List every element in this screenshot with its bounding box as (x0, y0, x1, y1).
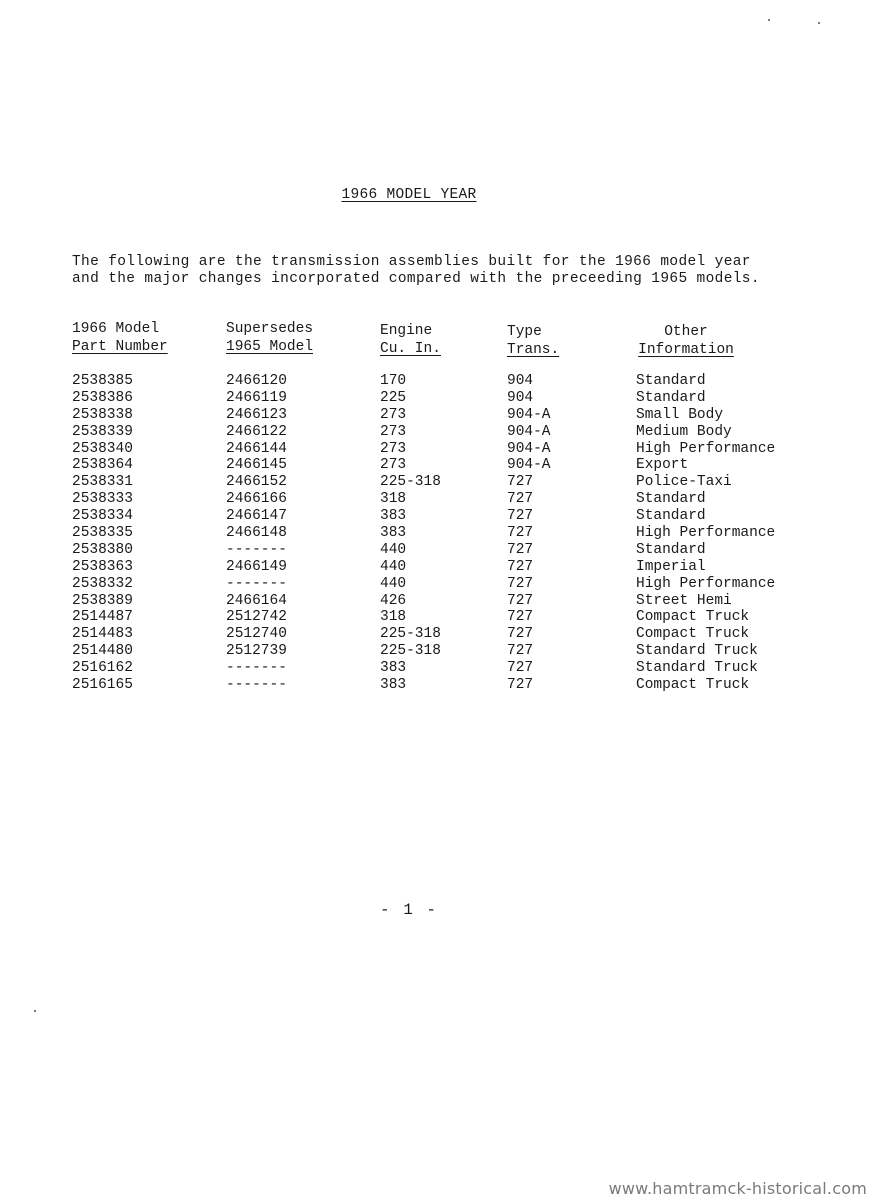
supersedes-cell: 2466120 (226, 373, 287, 389)
trans-type-cell: 904-A (507, 423, 551, 440)
information-cell: Export (636, 457, 689, 474)
trans-type-cell: 727 (507, 677, 534, 694)
intro-line: and the major changes incorporated compared with the preceeding 1965 models. (72, 271, 760, 287)
page-number: - 1 - (379, 901, 438, 919)
information-cell: Standard (636, 373, 706, 389)
information-cell: Compact Truck (636, 609, 750, 626)
table-row (0, 626, 871, 643)
supersedes-cell: 2512740 (226, 626, 287, 643)
table-row (0, 390, 871, 407)
engine-cell: 225-318 (380, 643, 441, 660)
supersedes-cell: 2466144 (226, 440, 287, 457)
table-row (0, 373, 871, 390)
engine-cell: 318 (380, 609, 407, 626)
supersedes-cell: ------- (226, 575, 287, 592)
table-row (0, 643, 871, 660)
supersedes-cell: ------- (226, 677, 287, 694)
table-row (0, 525, 871, 542)
engine-cell: 273 (380, 406, 407, 423)
trans-type-cell: 727 (507, 660, 534, 677)
transmission-table (0, 373, 871, 694)
trans-type-cell: 727 (507, 575, 534, 592)
engine-cell: 440 (380, 558, 407, 575)
table-row (0, 660, 871, 677)
engine-cell: 225 (380, 389, 407, 406)
supersedes-cell: 2512742 (226, 609, 287, 626)
trans-type-cell: 904 (507, 389, 534, 406)
trans-type-cell: 727 (507, 474, 534, 491)
trans-type-cell: 904 (507, 373, 534, 389)
part-number-cell: 2538340 (72, 440, 133, 457)
supersedes-cell: 2466123 (226, 406, 287, 423)
part-number-cell: 2538363 (72, 558, 133, 575)
engine-cell: 273 (380, 457, 407, 474)
trans-type-cell: 727 (507, 592, 534, 609)
part-number-cell: 2538332 (72, 575, 133, 592)
information-cell: Imperial (636, 558, 706, 575)
table-row (0, 609, 871, 626)
engine-cell: 426 (380, 592, 407, 609)
watermark: www.hamtramck-historical.com (608, 1179, 867, 1198)
scan-speck (34, 1010, 36, 1012)
trans-type-cell: 727 (507, 525, 534, 542)
trans-type-cell: 727 (507, 643, 534, 660)
supersedes-cell: 2466164 (226, 592, 287, 609)
column-header-part-number: 1966 Model Part Number (72, 321, 168, 355)
supersedes-cell: 2466148 (226, 525, 287, 542)
engine-cell: 273 (380, 423, 407, 440)
supersedes-cell: 2466152 (226, 474, 287, 491)
engine-cell: 318 (380, 491, 407, 508)
part-number-cell: 2538333 (72, 491, 133, 508)
engine-cell: 225-318 (380, 474, 441, 491)
information-cell: Standard (636, 389, 706, 406)
supersedes-cell: 2466119 (226, 389, 287, 406)
part-number-cell: 2538386 (72, 389, 133, 406)
information-cell: Standard Truck (636, 660, 758, 677)
table-row (0, 576, 871, 593)
information-cell: Standard (636, 491, 706, 508)
column-header-other: Other Information (638, 324, 734, 358)
information-cell: Compact Truck (636, 677, 750, 694)
part-number-cell: 2538389 (72, 592, 133, 609)
engine-cell: 440 (380, 541, 407, 558)
trans-type-cell: 904-A (507, 457, 551, 474)
trans-type-cell: 727 (507, 541, 534, 558)
table-row (0, 441, 871, 458)
table-row (0, 559, 871, 576)
engine-cell: 383 (380, 660, 407, 677)
part-number-cell: 2514480 (72, 643, 133, 660)
supersedes-cell: 2466147 (226, 508, 287, 525)
table-row (0, 542, 871, 559)
supersedes-cell: 2466166 (226, 491, 287, 508)
engine-cell: 383 (380, 508, 407, 525)
table-row (0, 424, 871, 441)
supersedes-cell: 2512739 (226, 643, 287, 660)
part-number-cell: 2514487 (72, 609, 133, 626)
engine-cell: 225-318 (380, 626, 441, 643)
part-number-cell: 2538331 (72, 474, 133, 491)
trans-type-cell: 727 (507, 508, 534, 525)
part-number-cell: 2538338 (72, 406, 133, 423)
scan-speck (768, 19, 770, 21)
column-header-engine: Engine Cu. In. (380, 323, 441, 357)
engine-cell: 273 (380, 440, 407, 457)
information-cell: High Performance (636, 575, 776, 592)
part-number-cell: 2538380 (72, 541, 133, 558)
part-number-cell: 2516162 (72, 660, 133, 677)
information-cell: High Performance (636, 440, 776, 457)
engine-cell: 440 (380, 575, 407, 592)
intro-line: The following are the transmission assemblies built for the 1966 model year (72, 254, 751, 270)
trans-type-cell: 727 (507, 491, 534, 508)
supersedes-cell: 2466145 (226, 457, 287, 474)
scan-speck (818, 22, 820, 24)
trans-type-cell: 904-A (507, 440, 551, 457)
column-header-supersedes: Supersedes 1965 Model (226, 321, 314, 355)
engine-cell: 383 (380, 525, 407, 542)
information-cell: Police-Taxi (636, 474, 732, 491)
supersedes-cell: ------- (226, 541, 287, 558)
table-row (0, 457, 871, 474)
part-number-cell: 2538385 (72, 373, 133, 389)
table-row (0, 407, 871, 424)
engine-cell: 170 (380, 373, 407, 389)
part-number-cell: 2514483 (72, 626, 133, 643)
engine-cell: 383 (380, 677, 407, 694)
information-cell: Compact Truck (636, 626, 750, 643)
information-cell: Small Body (636, 406, 724, 423)
information-cell: Standard (636, 508, 706, 525)
table-row (0, 491, 871, 508)
supersedes-cell: 2466122 (226, 423, 287, 440)
page-title: 1966 MODEL YEAR (341, 187, 477, 203)
table-row (0, 508, 871, 525)
information-cell: Medium Body (636, 423, 732, 440)
part-number-cell: 2538335 (72, 525, 133, 542)
part-number-cell: 2516165 (72, 677, 133, 694)
information-cell: Standard Truck (636, 643, 758, 660)
trans-type-cell: 727 (507, 626, 534, 643)
information-cell: Street Hemi (636, 592, 732, 609)
intro-paragraph (72, 254, 760, 288)
information-cell: High Performance (636, 525, 776, 542)
part-number-cell: 2538364 (72, 457, 133, 474)
supersedes-cell: 2466149 (226, 558, 287, 575)
table-row (0, 593, 871, 610)
table-row (0, 677, 871, 694)
trans-type-cell: 904-A (507, 406, 551, 423)
trans-type-cell: 727 (507, 609, 534, 626)
column-header-type: Type Trans. (507, 324, 560, 358)
part-number-cell: 2538339 (72, 423, 133, 440)
part-number-cell: 2538334 (72, 508, 133, 525)
table-row (0, 474, 871, 491)
trans-type-cell: 727 (507, 558, 534, 575)
information-cell: Standard (636, 541, 706, 558)
supersedes-cell: ------- (226, 660, 287, 677)
